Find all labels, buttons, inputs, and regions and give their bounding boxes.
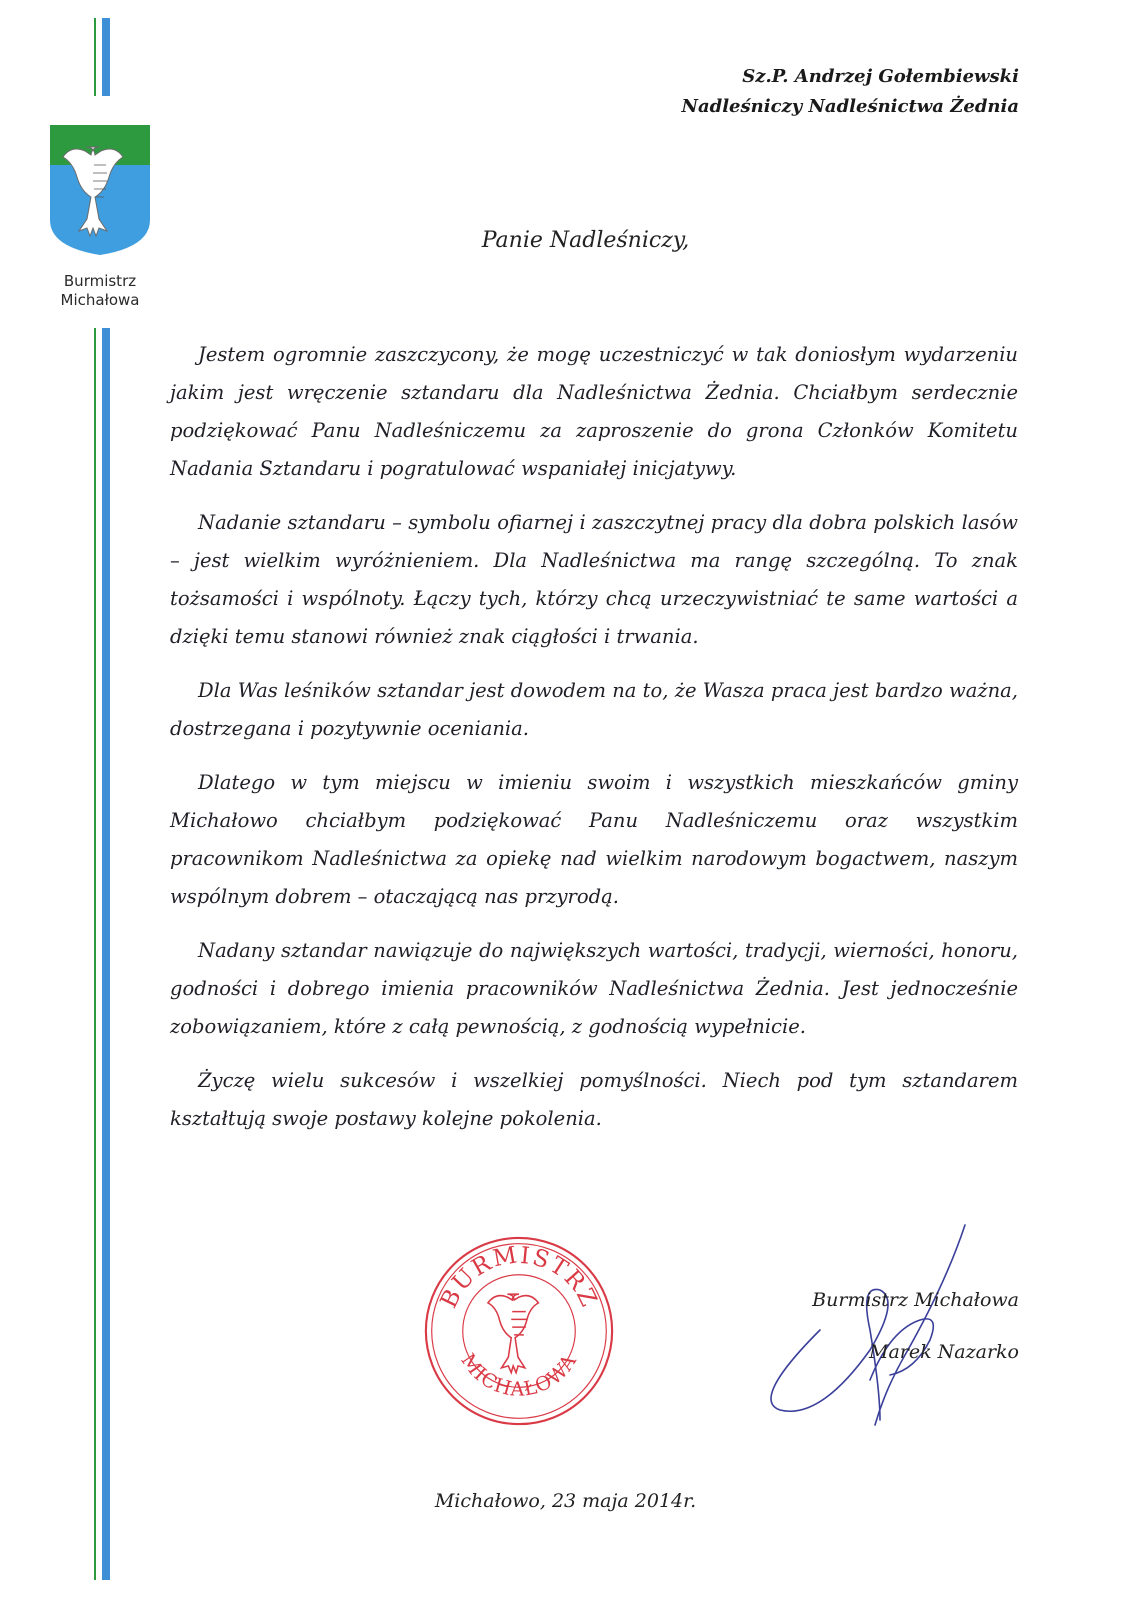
official-stamp bbox=[422, 1234, 616, 1428]
letterhead-rail-green-top bbox=[94, 18, 96, 96]
letterhead-rail-blue-top bbox=[102, 18, 110, 96]
paragraph: Życzę wielu sukcesów i wszelkiej pomyślności. Niech pod tym sztandarem kształtują swoje postawy kolejne pokolenia. bbox=[170, 1069, 1018, 1130]
recipient-block bbox=[682, 62, 1019, 122]
salutation: Panie Nadleśniczy, bbox=[481, 228, 690, 253]
signatory-title: Burmistrz Michałowa bbox=[812, 1289, 1019, 1311]
recipient-title: Nadleśniczy Nadleśnictwa Żednia bbox=[681, 96, 1019, 117]
eagle-seal-icon bbox=[488, 1294, 538, 1373]
stamp-bottom-text: MICHAŁOWA bbox=[456, 1349, 582, 1401]
letter-body bbox=[170, 336, 1018, 1154]
office-line-2: Michałowa bbox=[60, 291, 140, 309]
letterhead-rail-blue bbox=[102, 328, 110, 1580]
paragraph: Jestem ogromnie zaszczycony, że mogę uczestniczyć w tak doniosłym wydarzeniu jakim jest wręczenie sztandaru dla Nadleśnictwa Żednia. Chciałbym serdecznie podziękować Panu Nadleśniczemu za zaproszenie do grona Członków Komitetu Nadania Sztandaru i pogratulować wspaniałej inicjatywy. bbox=[170, 343, 1018, 480]
signatory-name: Marek Nazarko bbox=[869, 1341, 1019, 1363]
paragraph: Nadanie sztandaru – symbolu ofiarnej i zaszczytnej pracy dla dobra polskich lasów – jest wielkim wyróżnieniem. Dla Nadleśnictwa ma rangę szczególną. To znak tożsamości i wspólnoty. Łączy tych, którzy chcą urzeczywistniać te same wartości a dzięki temu stanowi również znak ciągłości i trwania. bbox=[170, 511, 1018, 648]
letterhead-office-name bbox=[40, 272, 160, 310]
letterhead-rail-green bbox=[94, 328, 96, 1580]
signature-block bbox=[812, 1274, 1019, 1378]
paragraph: Dlatego w tym miejscu w imieniu swoim i wszystkich mieszkańców gminy Michałowo chciałbym podziękować Panu Nadleśniczemu oraz wszystkim pracownikom Nadleśnictwa za opiekę nad wielkim narodowym bogactwem, naszym wspólnym dobrem – otaczającą nas przyrodą. bbox=[170, 771, 1018, 908]
recipient-name: Sz.P. Andrzej Gołembiewski bbox=[742, 66, 1019, 87]
office-line-1: Burmistrz bbox=[63, 272, 137, 290]
stamp-top-text: BURMISTRZ bbox=[435, 1241, 603, 1313]
paragraph: Nadany sztandar nawiązuje do największych wartości, tradycji, wierności, honoru, godności i dobrego imienia pracowników Nadleśnictwa Żednia. Jest jednocześnie zobowiązaniem, które z całą pewnością, z godnością wypełnicie. bbox=[170, 939, 1018, 1038]
place-and-date: Michałowo, 23 maja 2014r. bbox=[434, 1490, 697, 1512]
paragraph: Dla Was leśników sztandar jest dowodem na to, że Wasza praca jest bardzo ważna, dostrzegana i pozytywnie oceniania. bbox=[170, 679, 1018, 740]
